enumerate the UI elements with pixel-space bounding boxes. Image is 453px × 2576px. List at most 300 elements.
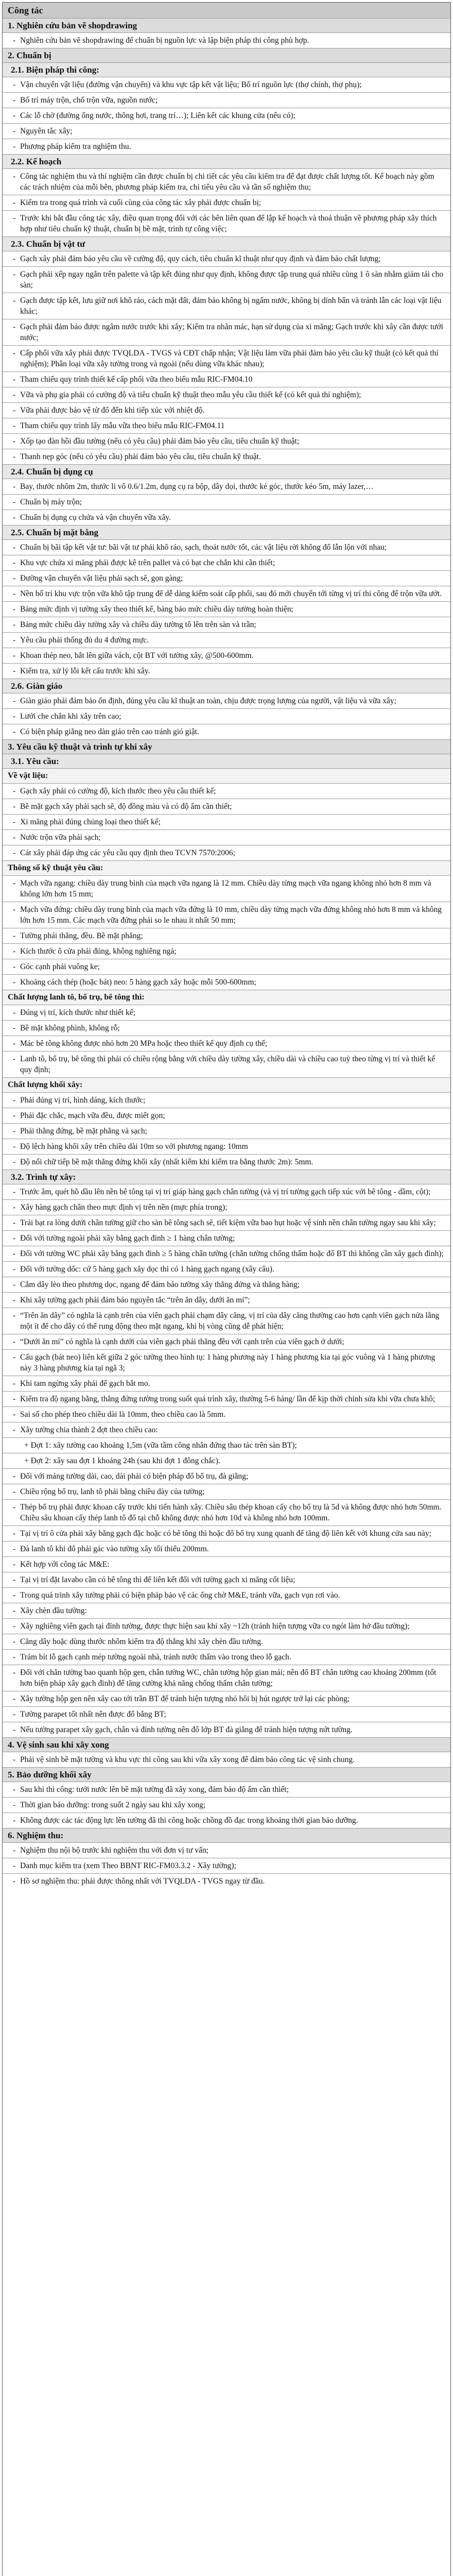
bullet-dash: - bbox=[13, 1039, 16, 1048]
list-item-text: Thời gian bảo dưỡng: trong suốt 2 ngày sau khi xây xong; bbox=[20, 1801, 206, 1809]
list-item bbox=[3, 434, 450, 449]
bullet-dash: - bbox=[13, 558, 16, 567]
list-item-text: Khoan thép neo, bắt lên giữa vách, cột BT với tường xây, @500-600mm. bbox=[20, 651, 254, 660]
bullet-dash: - bbox=[13, 1653, 16, 1662]
list-item bbox=[3, 1813, 450, 1828]
list-item-text: Tại vị trí đặt lavabo cần có bê tông thì để liên kết đối với tường gạch xi măng cốt liệu; bbox=[20, 1575, 295, 1584]
list-item-text: “Dưới ăn mí” có nghĩa là cạnh dưới của viên gạch phải thẳng đều với cạnh trên của viên gạch ở dưới; bbox=[20, 1337, 344, 1346]
bullet-dash: - bbox=[13, 802, 16, 811]
list-item-text: Yêu cầu phải thống đủ du 4 đường mực. bbox=[20, 636, 149, 645]
list-item-text: Độ lệch hàng khối xây trên chiều dài 10m so với phương ngang: 10mm bbox=[20, 1142, 248, 1151]
bullet-dash: - bbox=[13, 1218, 16, 1227]
list-item bbox=[3, 346, 450, 372]
subsection-label: Thông số kỹ thuật yêu cầu: bbox=[3, 861, 450, 876]
list-item bbox=[3, 1036, 450, 1052]
list-item bbox=[3, 251, 450, 267]
section-heading: 5. Bảo dưỡng khối xây bbox=[3, 1768, 450, 1782]
list-item-text: Các lỗ chờ (đường ống nước, thông hơi, trang trí…); Liên kết các khung cửa (nếu có); bbox=[20, 111, 295, 120]
list-item-text: Phải đúng vị trí, hình dáng, kích thước; bbox=[20, 1096, 146, 1105]
list-item bbox=[3, 724, 450, 740]
bullet-dash: - bbox=[13, 421, 16, 430]
list-item bbox=[3, 1407, 450, 1422]
bullet-dash: - bbox=[13, 375, 16, 384]
section-heading: 3. Yêu cầu kỹ thuật và trình tự khi xây bbox=[3, 740, 450, 754]
list-item-text: Cấu gạch (bát neo) liên kết giữa 2 góc tường theo hình tụ: 1 hàng phương này 1 hàng phương kia tại góc vuông và 1 hàng phương này 3 hàng phương kia tại ngã 3; bbox=[20, 1353, 435, 1372]
list-item bbox=[3, 1691, 450, 1707]
list-item-text: Phải đặc chắc, mạch vữa đều, được miết gọn; bbox=[20, 1111, 165, 1120]
list-item-text: Trong quá trình xây tường phải có biện pháp bảo vệ các ống chờ M&E, tránh vữa, gạch vụn rơi vào. bbox=[20, 1591, 340, 1600]
list-item-text: Đối với tường WC phải xây bằng gạch đinh ≥ 5 hàng chân tường (chân tường chống thấm hoặc đổ BT thì không cần xây gạch đinh); bbox=[20, 1249, 444, 1258]
list-item bbox=[3, 495, 450, 510]
list-item-text: “Trên ăn dây” có nghĩa là cạnh trên của viên gạch phải chạm dây căng, vị trí của dây căng thường cao hơn cạnh viên gạch nửa lằng một ít để cho dây có thể rung động theo mặt ngang, khi bị vòng cũng dễ phát hiện; bbox=[20, 1311, 440, 1331]
section-heading: 1. Nghiên cứu bản vẽ shopdrawing bbox=[3, 19, 450, 33]
bullet-dash: - bbox=[13, 1188, 16, 1196]
list-item bbox=[3, 1557, 450, 1572]
list-item bbox=[3, 633, 450, 648]
list-item bbox=[3, 928, 450, 944]
list-item bbox=[3, 211, 450, 237]
list-item-text: Kết hợp với công tác M&E: bbox=[20, 1560, 110, 1569]
list-item-text: Xây nghiêng viên gạch tại đỉnh tường, được thực hiện sau khi xây ~12h (tránh hiện tượng vữa co ngót làm hở đầu tường); bbox=[20, 1622, 410, 1631]
list-item-text: Phải thẳng đứng, bề mặt phẳng và sạch; bbox=[20, 1127, 147, 1136]
list-item-text: Vận chuyển vật liệu (đường vận chuyển) và khu vực tập kết vật liệu; Bố trí nguồn lực (thợ chính, thợ phụ); bbox=[20, 80, 362, 89]
list-item-text: Xốp tạo đàn hồi đầu tường (nếu có yêu cầu) phải đảm bảo yêu cầu, tiêu chuẩn kỹ thuật; bbox=[20, 437, 300, 446]
list-item-text: Gạch xây phải có cường độ, kích thước theo yêu cầu thiết kế; bbox=[20, 787, 216, 795]
bullet-dash: - bbox=[13, 172, 16, 181]
subsection-label: Chất lượng lanh tô, bổ trụ, bê tông thì: bbox=[3, 990, 450, 1005]
bullet-dash: - bbox=[13, 543, 16, 552]
list-item bbox=[3, 602, 450, 617]
bullet-dash: - bbox=[13, 978, 16, 987]
list-item-text: Trước khi bắt đầu công tác xây, điều quan trọng đối với các bên liên quan để lập kế hoạch và thoả thuận về phương pháp xây thích hợp như tiêu chuẩn kỹ thuật, chuẩn bị bề mặt, trình tự công việc; bbox=[20, 214, 437, 233]
list-item bbox=[3, 1350, 450, 1376]
list-item bbox=[3, 1438, 450, 1453]
list-item-text: Xây chèn đầu tường: bbox=[20, 1606, 87, 1615]
list-item-text: Bố trí máy trộn, chổ trộn vữa, nguồn nước; bbox=[20, 96, 158, 105]
bullet-dash: - bbox=[13, 1606, 16, 1615]
bullet-dash: - bbox=[13, 1487, 16, 1496]
list-item bbox=[3, 617, 450, 633]
list-item-text: Kiểm tra trong quá trình và cuối cùng của công tác xây phải được chuẩn bị; bbox=[20, 198, 262, 207]
bullet-dash: - bbox=[13, 1280, 16, 1289]
list-item bbox=[3, 648, 450, 664]
list-item bbox=[3, 267, 450, 293]
list-item bbox=[3, 293, 450, 319]
bullet-dash: - bbox=[13, 1816, 16, 1825]
bullet-dash: - bbox=[13, 1265, 16, 1274]
bullet-dash: - bbox=[13, 1755, 16, 1764]
list-item bbox=[3, 1752, 450, 1768]
list-item bbox=[3, 1293, 450, 1308]
list-item bbox=[3, 479, 450, 495]
list-item bbox=[3, 1874, 450, 1889]
bullet-dash: - bbox=[13, 1529, 16, 1538]
bullet-dash: - bbox=[13, 1311, 16, 1320]
list-item bbox=[3, 876, 450, 902]
list-item-text: Giàn giáo phải đảm bảo ổn định, đúng yêu cầu kĩ thuật an toàn, chịu được trọng lượng của người, vật liệu và vữa xây; bbox=[20, 697, 396, 705]
list-item-text: Phải vệ sinh bề mặt tường và khu vực thi công sau khi vữa xây xong để đảm bảo công tác vệ sinh chung. bbox=[20, 1755, 355, 1764]
work-method-table bbox=[2, 2, 451, 2576]
list-item bbox=[3, 1021, 450, 1036]
list-item bbox=[3, 1052, 450, 1078]
list-item bbox=[3, 1392, 450, 1407]
list-item-text: Xây tường chia thành 2 đợt theo chiều cao: bbox=[20, 1426, 158, 1434]
section-heading: 2.1. Biện pháp thi công: bbox=[3, 63, 450, 77]
bullet-dash: - bbox=[13, 818, 16, 826]
list-item bbox=[3, 1484, 450, 1500]
list-item bbox=[3, 93, 450, 108]
list-item-text: Góc cạnh phải vuông ke; bbox=[20, 962, 100, 971]
bullet-dash: - bbox=[13, 605, 16, 614]
list-item bbox=[3, 1526, 450, 1541]
bullet-dash: - bbox=[13, 1801, 16, 1809]
list-item-text: Đà lanh tô khi đổ phải gác vào tường xây tối thiểu 200mm. bbox=[20, 1545, 209, 1553]
bullet-dash: - bbox=[13, 1379, 16, 1388]
list-item bbox=[3, 1376, 450, 1392]
bullet-dash: - bbox=[13, 1694, 16, 1703]
list-item bbox=[3, 902, 450, 928]
bullet-dash: - bbox=[13, 574, 16, 583]
bullet-dash: - bbox=[13, 1575, 16, 1584]
list-item bbox=[3, 799, 450, 815]
section-heading: 2.2. Kế hoạch bbox=[3, 155, 450, 169]
section-heading: 2.4. Chuẩn bị dụng cụ bbox=[3, 465, 450, 479]
list-item-text: Đối với tường ngoài phải xây bằng gạch đinh ≥ 1 hàng chân tường; bbox=[20, 1234, 235, 1243]
list-item bbox=[3, 1124, 450, 1139]
list-item bbox=[3, 449, 450, 465]
list-item-text: Gạch được tập kết, lưu giữ nơi khô ráo, cách mặt đất, đảm bảo không bị ngấm nước, không bị dính bẩn và tránh lẫn các loại vật liệu khác; bbox=[20, 296, 442, 316]
bullet-dash: - bbox=[13, 1877, 16, 1886]
bullet-dash: - bbox=[13, 879, 16, 888]
list-item bbox=[3, 1707, 450, 1722]
list-item-text: Kích thước ô cửa phải đúng, không nghiêng ngả; bbox=[20, 947, 177, 956]
list-item bbox=[3, 1246, 450, 1262]
bullet-dash: - bbox=[13, 452, 16, 461]
bullet-dash: - bbox=[13, 1337, 16, 1346]
list-item-text: Cắm dây lèo theo phương dọc, ngang để đảm bảo tường xây thẳng đứng và thẳng hàng; bbox=[20, 1280, 300, 1289]
list-item-text: Đối với chân tường bao quanh hộp gen, chân tường WC, chân tường hộp gian mái; nên đổ BT chân tường cao khoảng 200mm (tốt hơn biện pháp xây gạch đinh) để tăng cường khả năng chống thấm chân tường; bbox=[20, 1668, 437, 1688]
bullet-dash: - bbox=[13, 1024, 16, 1032]
list-item bbox=[3, 664, 450, 679]
list-item bbox=[3, 540, 450, 555]
list-item-text: Tường parapet tốt nhất nên được đổ bằng BT; bbox=[20, 1710, 166, 1719]
bullet-dash: - bbox=[13, 513, 16, 522]
list-item bbox=[3, 571, 450, 586]
list-item-text: Chuẩn bị máy trộn; bbox=[20, 498, 82, 506]
bullet-dash: - bbox=[13, 255, 16, 263]
list-item bbox=[3, 1722, 450, 1738]
bullet-dash: - bbox=[13, 36, 16, 45]
bullet-dash: - bbox=[13, 1249, 16, 1258]
bullet-dash: - bbox=[13, 1503, 16, 1512]
list-item-text: Công tác nghiệm thu và thí nghiệm cần được chuẩn bị chi tiết các yêu cầu kiểm tra để đạt được chất lượng tốt. Kế hoạch này gồm các trách nhiệm của mỗi bên, phương pháp kiểm tra, chỉ tiêu yêu cầu và tần số nghiệm thu; bbox=[20, 172, 434, 192]
bullet-dash: - bbox=[13, 712, 16, 721]
list-item-text: Chuẩn bị dụng cụ chứa và vận chuyển vữa xây. bbox=[20, 513, 171, 522]
list-item-text: Tại vị trí ô cửa phải xây bằng gạch đặc hoặc có bê tông thì hoặc đổ bổ trụ xung quanh để tăng độ liên kết với khung cửa sau này; bbox=[20, 1529, 431, 1538]
list-item-text: Danh mục kiểm tra (xem Theo BBNT RIC-FM03.3.2 - Xây tường); bbox=[20, 1861, 236, 1870]
bullet-dash: - bbox=[13, 651, 16, 660]
list-item-text: Gạch phải xếp ngay ngắn trên palette và tập kết đúng như quy định, không được tập trung quá nhiều cùng 1 ô sàn nhằm giảm tải cho sàn; bbox=[20, 270, 444, 290]
bullet-dash: - bbox=[13, 1710, 16, 1719]
bullet-dash: - bbox=[13, 1545, 16, 1553]
bullet-dash: - bbox=[13, 482, 16, 491]
bullet-dash: - bbox=[13, 498, 16, 506]
bullet-dash: - bbox=[13, 1158, 16, 1166]
list-item-text: Không được các tác động lực lên tường đã thi công hoặc chồng đồ đạc trong khoảng thời gian bảo dưỡng. bbox=[20, 1816, 358, 1825]
list-item-text: Mác bê tông không được nhỏ hơn 20 MPa hoặc theo thiết kế quy định cụ thể; bbox=[20, 1039, 268, 1048]
list-item-text: Hồ sơ nghiệm thu: phải được thông nhất với TVQLDA - TVGS ngay từ đầu. bbox=[20, 1877, 265, 1886]
list-item-text: Nước trộn vữa phải sạch; bbox=[20, 833, 101, 842]
list-item-text: Phương pháp kiểm tra nghiệm thu. bbox=[20, 142, 131, 151]
list-item bbox=[3, 169, 450, 195]
list-item-text: Vữa và phụ gia phải có cường độ và tiêu chuẩn kỹ thuật theo mẫu yêu cầu thiết kế (có kết quả thí nghiệm); bbox=[20, 391, 361, 399]
bullet-dash: - bbox=[13, 1472, 16, 1481]
list-item-text: Nền bố trí khu vực trộn vữa khô tập trung để dễ dàng kiểm soát cấp phối, sau đó mới chuyển tới từng vị trí thi công để trộn vữa ướt. bbox=[20, 589, 442, 598]
list-item bbox=[3, 1200, 450, 1215]
bullet-dash: - bbox=[13, 1055, 16, 1063]
bullet-dash: - bbox=[13, 697, 16, 705]
list-item bbox=[3, 139, 450, 155]
list-item-text: Bảng mức chiều dày tường xây và chiều dày tường tô lên trên sàn và trần; bbox=[20, 620, 256, 629]
list-item-text: Xi măng phải đúng chủng loại theo thiết kế; bbox=[20, 818, 161, 826]
subsection-label: Về vật liệu: bbox=[3, 769, 450, 784]
list-item bbox=[3, 815, 450, 830]
bullet-dash: - bbox=[13, 1111, 16, 1120]
bullet-dash: - bbox=[13, 1426, 16, 1434]
list-item-text: Trám bít lỗ gạch cạnh mép tường ngoài nhà, tránh nước thấm vào trong theo lỗ gạch. bbox=[20, 1653, 291, 1662]
list-item bbox=[3, 975, 450, 990]
list-item-text: Khoảng cách thép (hoặc bát) neo: 5 hàng gạch xây hoặc mỗi 500-600mm; bbox=[20, 978, 256, 987]
section-heading: 3.1. Yêu cầu: bbox=[3, 754, 450, 769]
list-item bbox=[3, 1541, 450, 1557]
bullet-dash: - bbox=[13, 1560, 16, 1569]
list-item-text: Khi tam ngừng xây phải để gạch bắt mo. bbox=[20, 1379, 150, 1388]
bullet-dash: - bbox=[13, 296, 16, 305]
list-item bbox=[3, 944, 450, 959]
bullet-dash: - bbox=[13, 96, 16, 105]
bullet-dash: - bbox=[13, 349, 16, 358]
bullet-dash: - bbox=[13, 1353, 16, 1362]
list-item-text: Lưới che chắn khi xây trên cao; bbox=[20, 712, 121, 721]
list-item-text: Nghiên cứu bản vẽ shopdrawing để chuẩn bị nguồn lực và lập biện pháp thi công phù hợp. bbox=[20, 36, 309, 45]
list-item bbox=[3, 1215, 450, 1231]
list-item-text: Trước âm, quét hồ dầu lên nền bê tông tại vị trí giáp hàng gạch chân tường (và vị trí tường gạch tiếp xúc với bê tông - dầm, cột); bbox=[20, 1188, 431, 1196]
bullet-dash: - bbox=[13, 1234, 16, 1243]
bullet-dash: - bbox=[13, 1096, 16, 1105]
list-item-text: Khi xây tường gạch phải đảm bảo nguyên tắc “trên ăn dây, dưới ăn mí”; bbox=[20, 1296, 250, 1304]
list-item bbox=[3, 124, 450, 139]
list-item-text: Mạch vữa đứng: chiều dày trung bình của mạch vữa đứng là 10 mm, chiều dày từng mạch vữa đứng không nhỏ hơn 8 mm và không lớn hơn 15 mm. Các mạch vữa đứng phải so le nhau ít nhất 50 mm; bbox=[20, 905, 442, 925]
bullet-dash: - bbox=[13, 1668, 16, 1677]
list-item bbox=[3, 1422, 450, 1438]
bullet-dash: - bbox=[13, 214, 16, 223]
list-item bbox=[3, 387, 450, 403]
list-item-text: Chuẩn bị bãi tập kết vật tư: bãi vật tư phải khô ráo, sạch, thoát nước tốt, các vật liệu rời không đổ lẫn lộn với nhau; bbox=[20, 543, 387, 552]
list-item-text: Đúng vị trí, kích thước như thiết kế; bbox=[20, 1008, 135, 1017]
list-item-text: Cấp phối vữa xây phải được TVQLDA - TVGS và CĐT chấp nhận; Vật liệu làm vữa phải đảm bảo yêu cầu kỹ thuật (có kết quả thí nghiệm); Phân loại vữa xây tường trong và ngoài (nếu dùng vữa khác nhau); bbox=[20, 349, 439, 368]
list-item-text: Độ nối chữ tiếp bề mặt thẳng đứng khối xây (nhất kiểm khi kiểm tra bằng thước 2m): 5mm. bbox=[20, 1158, 313, 1166]
list-item-text: Lanh tô, bổ trụ, bê tông thì phải có chiều rộng bằng với chiều dày tường xây, chiều dài và chiều cao tuỳ theo từng vị trí và thiết kế quy định; bbox=[20, 1055, 435, 1074]
list-item-text: Đối với tường dốc: cứ 5 hàng gạch xây dọc thì có 1 hàng gạch ngang (xây câu). bbox=[20, 1265, 274, 1274]
list-item bbox=[3, 1798, 450, 1813]
list-item bbox=[3, 1308, 450, 1334]
list-item-text: + Đợt 2: xây sau đợt 1 khoảng 24h (sau khi đợt 1 đông chắc). bbox=[24, 1456, 220, 1465]
list-item bbox=[3, 510, 450, 526]
list-item bbox=[3, 195, 450, 211]
bullet-dash: - bbox=[13, 1296, 16, 1304]
bullet-dash: - bbox=[13, 270, 16, 279]
bullet-dash: - bbox=[13, 1127, 16, 1136]
bullet-dash: - bbox=[13, 947, 16, 956]
list-item bbox=[3, 784, 450, 799]
list-item-text: Bay, thước nhôm 2m, thước li vô 0.6/1.2m, dụng cụ ra bộp, dây dọi, thước kẻ góc, thước kéo 5m, máy lazer,… bbox=[20, 482, 374, 491]
list-item-text: Gạch phải đảm bảo được ngâm nước trước khi xây; Kiểm tra nhãn mác, hạn sử dụng của xi măng; Gạch trước khi xây cần được tưới nước; bbox=[20, 323, 444, 342]
list-item bbox=[3, 1155, 450, 1170]
bullet-dash: - bbox=[13, 111, 16, 120]
list-item-text: Thanh nẹp góc (nếu có yêu cầu) phải đảm bảo yêu cầu, tiêu chuẩn kỹ thuật. bbox=[20, 452, 261, 461]
list-item-text: Nghiệm thu nội bộ trước khi nghiệm thu với đơn vị tư vấn; bbox=[20, 1846, 208, 1855]
section-heading: 3.2. Trình tự xây: bbox=[3, 1170, 450, 1184]
bullet-dash: - bbox=[13, 1861, 16, 1870]
list-item bbox=[3, 709, 450, 724]
list-item bbox=[3, 1231, 450, 1246]
bullet-dash: - bbox=[13, 391, 16, 399]
list-item-text: Cát xây phải đáp ứng các yêu cầu quy định theo TCVN 7570:2006; bbox=[20, 849, 235, 857]
list-item bbox=[3, 403, 450, 418]
bullet-dash: - bbox=[13, 962, 16, 971]
list-item bbox=[3, 319, 450, 346]
list-item-text: Tham chiếu quy trình lấy mẫu vữa theo biểu mẫu RIC-FM04.11 bbox=[20, 421, 225, 430]
list-item-text: Vữa phải được bảo vệ từ đổ đến khi tiếp xúc với nhiệt độ. bbox=[20, 406, 205, 415]
list-item-text: Mạch vữa ngang: chiều dày trung bình của mạch vữa ngang là 12 mm. Chiều dày từng mạch vữa ngang không nhỏ hơn 8 mm và không lớn hơn 15 mm; bbox=[20, 879, 431, 899]
list-item bbox=[3, 555, 450, 571]
section-heading: 4. Vệ sinh sau khi xây xong bbox=[3, 1738, 450, 1752]
list-item-text: Tường phải thẳng, đều. Bề mặt phẳng; bbox=[20, 931, 143, 940]
list-item bbox=[3, 418, 450, 434]
list-item bbox=[3, 1500, 450, 1526]
list-item-text: Sai số cho phép theo chiều dài là 10mm, theo chiều cao là 5mm. bbox=[20, 1410, 226, 1419]
bullet-dash: - bbox=[13, 833, 16, 842]
list-item bbox=[3, 1588, 450, 1603]
list-item-text: Đối với mảng tường dài, cao, dài phải có biện pháp đổ bổ trụ, đà giằng; bbox=[20, 1472, 249, 1481]
table-title: Công tác bbox=[3, 3, 450, 19]
list-item bbox=[3, 1005, 450, 1021]
list-item bbox=[3, 1650, 450, 1665]
bullet-dash: - bbox=[13, 142, 16, 151]
list-item bbox=[3, 1603, 450, 1619]
list-item bbox=[3, 1262, 450, 1277]
list-item bbox=[3, 1858, 450, 1874]
list-item-text: Kiểm tra độ ngang bằng, thẳng đứng tường trong suốt quá trình xây, thường 5-6 hàng/ lần để kịp thời chỉnh sửa khi vữa chưa khô; bbox=[20, 1395, 435, 1403]
list-item bbox=[3, 372, 450, 387]
bullet-dash: - bbox=[13, 620, 16, 629]
list-item bbox=[3, 1277, 450, 1293]
list-item bbox=[3, 959, 450, 975]
list-item-text: Gạch xây phải đảm bảo yêu cầu về cường độ, quy cách, tiêu chuẩn kĩ thuật như quy định và đảm bảo chất lượng; bbox=[20, 255, 381, 263]
bullet-dash: - bbox=[13, 323, 16, 331]
list-item-text: Bảng mức định vị tường xây theo thiết kế, bảng bảo mức chiều dày tường hoàn thiện; bbox=[20, 605, 293, 614]
bullet-dash: - bbox=[13, 1410, 16, 1419]
list-item bbox=[3, 1469, 450, 1484]
section-heading: 2.5. Chuẩn bị mặt bằng bbox=[3, 526, 450, 540]
list-item bbox=[3, 1334, 450, 1350]
list-item-text: Trải bạt ra lòng dưới chân tường giữ cho sàn bê tông sạch sẽ, tiết kiệm vữa bao hụt hoặc vệ sinh nền chân tường ngay sau khi xây; bbox=[20, 1218, 436, 1227]
list-item bbox=[3, 1843, 450, 1858]
list-item bbox=[3, 1665, 450, 1691]
bullet-dash: - bbox=[13, 636, 16, 645]
bullet-dash: - bbox=[13, 727, 16, 736]
bullet-dash: - bbox=[13, 1008, 16, 1017]
list-item bbox=[3, 1619, 450, 1634]
bullet-dash: - bbox=[13, 787, 16, 795]
list-item-text: Kiểm tra, xử lý lỗi kết cấu trước khi xây. bbox=[20, 667, 150, 675]
list-item bbox=[3, 33, 450, 48]
bullet-dash: - bbox=[13, 1785, 16, 1794]
section-heading: 6. Nghiệm thu: bbox=[3, 1828, 450, 1843]
bullet-dash: - bbox=[13, 1725, 16, 1734]
bullet-dash: - bbox=[13, 1591, 16, 1600]
section-heading: 2.6. Giàn giáo bbox=[3, 679, 450, 693]
list-item bbox=[3, 1093, 450, 1108]
bullet-dash: - bbox=[13, 849, 16, 857]
bullet-dash: - bbox=[13, 589, 16, 598]
bullet-dash: - bbox=[13, 80, 16, 89]
list-item bbox=[3, 845, 450, 861]
section-heading: 2. Chuẩn bị bbox=[3, 48, 450, 63]
bullet-dash: - bbox=[13, 1203, 16, 1212]
list-item-text: Bề mặt không phình, không rỗ; bbox=[20, 1024, 120, 1032]
bullet-dash: - bbox=[13, 667, 16, 675]
bullet-dash: - bbox=[13, 127, 16, 135]
list-item-text: Chiều rộng bổ trụ, lanh tô phải bằng chiều dày của tường; bbox=[20, 1487, 205, 1496]
list-item bbox=[3, 1108, 450, 1124]
list-item bbox=[3, 77, 450, 93]
list-item bbox=[3, 830, 450, 845]
section-heading: 2.3. Chuẩn bị vật tư bbox=[3, 237, 450, 251]
list-item-text: Xây hàng gạch chân theo mực định vị trên nền (mực phía trong); bbox=[20, 1203, 228, 1212]
list-item bbox=[3, 1782, 450, 1798]
bullet-dash: - bbox=[13, 1846, 16, 1855]
bullet-dash: - bbox=[13, 437, 16, 446]
list-item-text: Khu vực chứa xi măng phải được kê trên pallet và có bạt che chắn khi cần thiết; bbox=[20, 558, 275, 567]
bullet-dash: - bbox=[13, 198, 16, 207]
list-item bbox=[3, 1634, 450, 1650]
list-item bbox=[3, 693, 450, 709]
list-item-text: Bề mặt gạch xây phải sạch sẽ, độ đồng màu và có độ ẩm cần thiết; bbox=[20, 802, 232, 811]
list-item-text: Nguyên tắc xây; bbox=[20, 127, 73, 135]
list-item bbox=[3, 1139, 450, 1155]
list-item bbox=[3, 1184, 450, 1200]
bullet-dash: - bbox=[13, 1622, 16, 1631]
subsection-label: Chất lượng khối xây: bbox=[3, 1078, 450, 1093]
bullet-dash: - bbox=[13, 1142, 16, 1151]
list-item-text: Nếu tường parapet xây gạch, chân và đỉnh tường nên đổ lớp BT đà giằng để tránh hiện tượng nứt tường. bbox=[20, 1725, 353, 1734]
list-item-text: Xây tường hộp gen nên xây cao tới trần BT để tránh hiện tượng nhỏ hôi bị hút ngược trở lại các phòng; bbox=[20, 1694, 350, 1703]
bullet-dash: - bbox=[13, 1637, 16, 1646]
list-item-text: Thép bổ trụ phải được khoan cấy trước khi tiến hành xây. Chiều sâu thép khoan cấy cho bổ trụ là 5d và không được nhỏ hơn 50mm. Chiều sâu khoan cấy thép lanh tô đổ tại chỗ không được nhỏ hơn 10d và không nhỏ hơn 100mm. bbox=[20, 1503, 442, 1522]
list-item bbox=[3, 586, 450, 602]
list-item-text: Căng dây hoặc dùng thước nhôm kiểm tra độ thẳng khi xây chèn đầu tường. bbox=[20, 1637, 263, 1646]
bullet-dash: - bbox=[13, 406, 16, 415]
list-item-text: + Đợt 1: xây tường cao khoảng 1,5m (vữa tầm công nhân đứng thao tác trên sàn BT); bbox=[24, 1441, 297, 1450]
list-item-text: Tham chiếu quy trình thiết kế cấp phối vữa theo biểu mẫu RIC-FM04.10 bbox=[20, 375, 253, 384]
bullet-dash: - bbox=[13, 1395, 16, 1403]
bullet-dash: - bbox=[13, 931, 16, 940]
list-item bbox=[3, 1453, 450, 1469]
list-item-text: Có biện pháp giằng neo dàn giáo trên cao tránh gió giật. bbox=[20, 727, 199, 736]
list-item-text: Sau khi thi công: tưới nước lên bề mặt tường đã xây xong, đảm bảo độ ẩm cần thiết; bbox=[20, 1785, 289, 1794]
list-item bbox=[3, 1572, 450, 1588]
